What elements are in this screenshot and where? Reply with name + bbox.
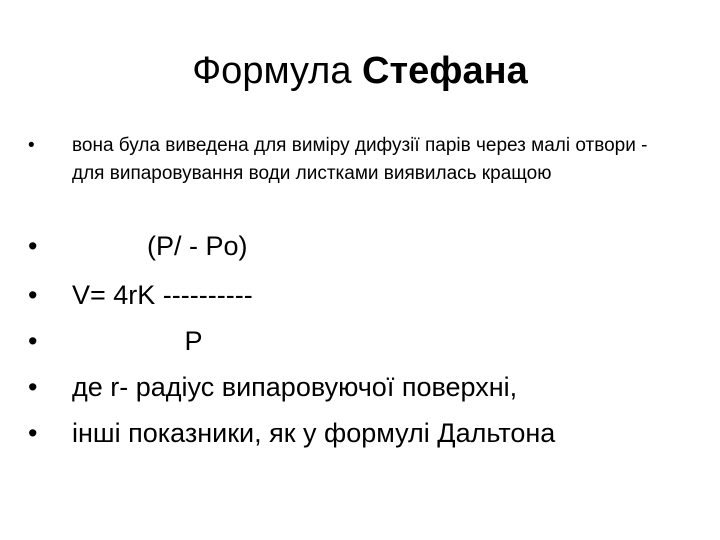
bullet-dot: • [28, 326, 38, 356]
bullet-dot: • [28, 372, 38, 402]
bullet-text: інші показники, як у формулі Дальтона [72, 418, 556, 448]
bullet-dot: • [28, 418, 38, 448]
bullet-dot: • [28, 280, 38, 310]
bullet-item-radius [28, 370, 668, 404]
bullet-text: P [72, 326, 203, 356]
bullet-dot: • [28, 135, 35, 156]
bullet-text: (P/ - Po) [72, 231, 248, 261]
bullet-item-formula-main [28, 278, 668, 312]
bullet-text: V= 4rK ---------- [72, 280, 253, 310]
bullet-item-derivation [28, 132, 668, 188]
bullet-item-formula-denominator [28, 324, 668, 358]
bullet-item-other-params [28, 416, 668, 450]
slide-title-bold: Стефана [362, 50, 528, 92]
bullet-text: вона була виведена для виміру дифузії парів через малі отвори - для випаровування води листками виявилась кращою [72, 135, 648, 184]
bullet-text: де r- радіус випаровуючої поверхні, [72, 372, 518, 402]
bullet-dot: • [28, 231, 38, 261]
bullet-item-formula-numerator [28, 229, 668, 263]
slide-title-regular: Формула [192, 50, 352, 92]
slide-title [0, 48, 720, 94]
